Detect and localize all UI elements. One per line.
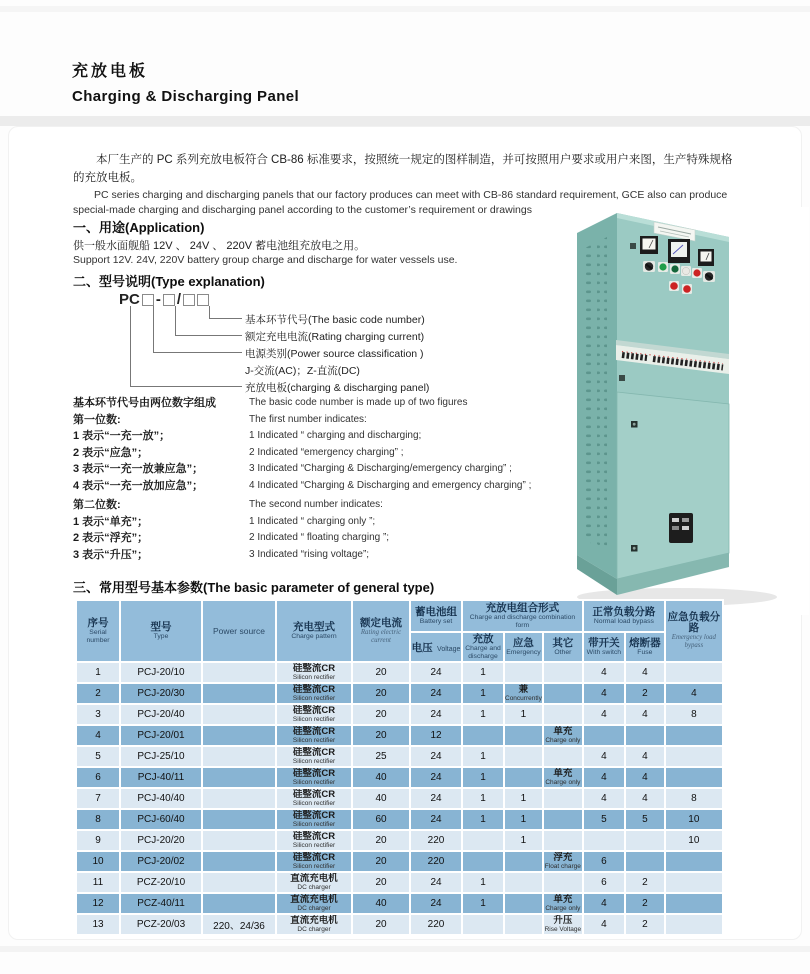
cell-rating-current: 20 [353,873,409,892]
cell-emergency [505,747,542,766]
cell-charge-pattern: 硅整流CR Silicon rectifier [277,810,351,829]
intro-paragraph-cn: 本厂生产的 PC 系列充放电板符合 CB-86 标准要求，按照统一规定的图样制造，并可按照用户要求或用户来图，生产特殊规格的充放电板。 [73,153,733,184]
header-normal-cn: 正常负载分路 [592,606,656,618]
cell-emergency: 1 [505,789,542,808]
cell-power-source [203,831,275,850]
cell-rating-current: 60 [353,810,409,829]
rule-line: 1 表示“单充”； [73,515,149,528]
header-normal-load-bypass [584,601,664,631]
cell-emergency-bypass: 4 [666,684,722,703]
cell-charge-discharge [463,831,503,850]
cell-serial: 12 [77,894,119,913]
header-battery-cn: 蓄电池组 [415,606,457,618]
header-serial-cn: 序号 [87,617,109,629]
cell-type: PCJ-20/01 [121,726,201,745]
cell-charge-pattern: 直流充电机 DC charger [277,873,351,892]
cell-with-switch: 4 [584,747,624,766]
cell-serial: 7 [77,789,119,808]
door-lock-keyhole [633,423,636,426]
cell-emergency [505,663,542,682]
indicator-button-dark-green [671,265,678,272]
terminal-detail [682,518,689,522]
diagram-label-basic-code: 基本环节代号(The basic code number) [245,314,425,326]
cell-charge-pattern: 硅整流CR Silicon rectifier [277,747,351,766]
cell-emergency [505,768,542,787]
header-type [121,601,201,661]
terminal-detail [672,518,679,522]
header-battery-en: Battery set [419,618,453,625]
cell-fuse: 4 [626,663,664,682]
cell-serial: 9 [77,831,119,850]
cell-fuse [626,831,664,850]
cell-other: 单充 Charge only [545,726,581,744]
cell-emergency-bypass [666,852,722,871]
cell-other [544,789,582,808]
cell-emergency [505,852,542,871]
cell-type: PCJ-25/10 [121,747,201,766]
cell-serial: 13 [77,915,119,934]
cell-voltage: 24 [411,705,461,724]
cell-with-switch: 4 [584,684,624,703]
charging-panel-cabinet-image [559,207,809,615]
panel-tag [630,243,636,249]
table-header [77,601,722,661]
terminal-detail [682,526,689,530]
cell-type: PCZ-40/11 [121,894,201,913]
header-normal-en: Normal load bypass [593,618,654,625]
header-cd-en: Charge and discharge [465,645,501,660]
vent-louvers [597,237,607,551]
cell-voltage: 220 [411,915,461,934]
panel-tag [619,375,625,381]
cell-with-switch: 6 [584,873,624,892]
model-slash: / [176,291,182,308]
header-ebp-cn: 应急负载分路 [667,611,721,634]
cell-fuse: 4 [626,747,664,766]
header-type-en: Type [153,633,169,640]
intro-paragraph-en: PC series charging and discharging panels that our factory produces can meet with CB-86 standard requirement, GCE also can produce special-made charging and discharging panel according to the customer’s requirement or drawings [73,188,728,216]
rule-line: 第一位数: [73,413,121,426]
section-heading-application: 一、用途(Application) [73,220,205,235]
cell-fuse [626,726,664,745]
cell-fuse: 4 [626,789,664,808]
cell-rating-current: 20 [353,705,409,724]
cell-with-switch: 5 [584,810,624,829]
cell-charge-pattern: 硅整流CR Silicon rectifier [277,726,351,745]
rule-line: 2 Indicated “emergency charging” ; [249,446,404,458]
indicator-button-white [682,267,689,274]
cell-charge-discharge [463,726,503,745]
cell-charge-pattern: 硅整流CR Silicon rectifier [277,768,351,787]
rule-line: The basic code number is made up of two figures [249,397,468,408]
cell-type: PCJ-60/40 [121,810,201,829]
cell-power-source [203,852,275,871]
table-row [77,831,722,850]
cell-other [544,747,582,766]
cell-emergency [505,894,542,913]
cell-other: 单充 Charge only [545,768,581,786]
header-pattern-cn: 充电型式 [293,621,335,633]
diagram-label-panel: 充放电板(charging & discharging panel) [245,382,430,394]
header-voltage-en: Voltage [437,646,461,653]
cell-emergency-bypass [666,873,722,892]
header-with-switch [584,633,624,661]
cell-fuse: 2 [626,873,664,892]
cell-type: PCJ-20/02 [121,852,201,871]
cell-power-source [203,768,275,787]
cell-fuse: 2 [626,894,664,913]
header-combo-en: Charge and discharge combination form [469,614,576,629]
header-other [544,633,582,661]
cell-voltage: 220 [411,831,461,850]
rule-line: 第二位数: [73,499,121,511]
cell-emergency-bypass: 10 [666,831,722,850]
cell-serial: 10 [77,852,119,871]
header-emergency-load-bypass [666,601,722,661]
code-box-2 [163,294,175,306]
model-prefix: PC [119,291,140,308]
cell-charge-pattern: 硅整流CR Silicon rectifier [277,831,351,850]
cell-fuse: 2 [626,915,664,934]
cell-rating-current: 20 [353,852,409,871]
cell-rating-current: 20 [353,915,409,934]
cell-power-source [203,810,275,829]
cell-type: PCZ-20/10 [121,873,201,892]
cell-fuse [626,852,664,871]
cell-serial: 1 [77,663,119,682]
cell-voltage: 12 [411,726,461,745]
cell-serial: 8 [77,810,119,829]
cell-emergency-bypass [666,915,722,934]
header-current-cn: 额定电流 [360,617,402,629]
header-rating-current [353,601,409,661]
header-switch-en: With switch [586,649,622,656]
cell-emergency: 1 [505,810,542,829]
header-fuse [626,633,664,661]
cell-charge-pattern: 硅整流CR Silicon rectifier [277,852,351,871]
application-text-cn: 供一般水面舰船 12V 、 24V 、 220V 蓄电池组充放电之用。 [73,240,366,252]
model-code-diagram [109,291,579,409]
cell-voltage: 24 [411,768,461,787]
rule-line: 1 Indicated “ charging only ”; [249,515,376,527]
cell-emergency-bypass [666,726,722,745]
cell-charge-discharge: 1 [463,894,503,913]
table-row [77,873,722,892]
rule-line: 3 表示“升压”； [73,548,149,561]
cell-power-source [203,663,275,682]
content-card [8,126,802,940]
cell-with-switch: 4 [584,789,624,808]
header-current-en: Rating electric current [360,629,402,644]
rule-line: 2 表示“浮充”； [73,532,149,544]
header-power-source [203,601,275,661]
cell-other [544,810,582,829]
code-box-1 [142,294,154,306]
cell-emergency [505,873,542,892]
voltmeter-dial [671,242,687,257]
header-charge-discharge [463,633,503,661]
table-row [77,810,722,829]
cell-other: 单充 Charge only [545,894,581,912]
cell-voltage: 24 [411,894,461,913]
header-cd-cn: 充放 [472,633,494,645]
cell-voltage: 24 [411,663,461,682]
cell-power-source: 220、24/36 [203,915,275,934]
cell-voltage: 24 [411,789,461,808]
cell-emergency-bypass: 8 [666,705,722,724]
indicator-button-red [693,269,700,276]
cell-emergency-bypass: 8 [666,789,722,808]
cell-emergency-bypass [666,894,722,913]
cell-voltage: 220 [411,852,461,871]
cell-type: PCJ-20/10 [121,663,201,682]
indicator-button-green [659,263,666,270]
cell-rating-current: 40 [353,894,409,913]
header-serial [77,601,119,661]
cell-other [544,684,582,703]
code-box-3 [183,294,195,306]
cell-fuse: 4 [626,705,664,724]
diagram-label-rating-current: 额定充电电流(Rating charging current) [245,331,425,343]
cell-serial: 2 [77,684,119,703]
cell-with-switch: 4 [584,663,624,682]
cell-other [544,873,582,892]
cell-other [544,663,582,682]
section-heading-parameters: 三、常用型号基本参数(The basic parameter of general type) [73,580,435,595]
rule-line: 3 Indicated “rising voltage”; [249,548,370,560]
cell-with-switch: 4 [584,915,624,934]
header-voltage-cn: 电压 [411,642,433,654]
cell-charge-discharge [463,915,503,934]
header-voltage [411,633,461,661]
header-power-en: Power source [213,626,265,636]
rule-line: 基本环节代号由两位数字组成 [73,397,216,409]
cell-emergency-bypass [666,747,722,766]
cell-charge-discharge: 1 [463,789,503,808]
cell-charge-pattern: 硅整流CR Silicon rectifier [277,789,351,808]
section-heading-type-explanation: 二、型号说明(Type explanation) [73,274,265,289]
cell-charge-discharge: 1 [463,873,503,892]
table-row [77,705,722,724]
cell-with-switch: 4 [584,768,624,787]
header-type-cn: 型号 [150,621,172,633]
cell-voltage: 24 [411,747,461,766]
header-divider-band [0,116,810,126]
diagram-label-power-source: 电源类别(Power source classification ) [245,348,424,360]
rule-line: 1 Indicated “ charging and discharging; [249,430,422,441]
table-row [77,789,722,808]
cell-rating-current: 25 [353,747,409,766]
cell-rating-current: 20 [353,831,409,850]
cell-serial: 4 [77,726,119,745]
rule-line: 3 表示“一充一放兼应急”； [73,463,204,475]
diagram-label-ac-dc: J-交流(AC)；Z-直流(DC) [245,365,360,377]
table-row [77,915,722,934]
rule-line: 2 表示“应急”； [73,446,149,459]
cell-rating-current: 20 [353,684,409,703]
cell-fuse: 5 [626,810,664,829]
cell-fuse: 2 [626,684,664,703]
cell-charge-discharge: 1 [463,768,503,787]
table-row [77,852,722,871]
cell-serial: 3 [77,705,119,724]
header-other-cn: 其它 [552,637,574,649]
cell-type: PCJ-20/40 [121,705,201,724]
cell-charge-pattern: 硅整流CR Silicon rectifier [277,705,351,724]
bottom-divider [0,946,810,952]
header-pattern-en: Charge pattern [291,633,337,640]
header-charge-pattern [277,601,351,661]
cell-emergency: 1 [505,831,542,850]
rule-line: 4 Indicated “Charging & Discharging and emergency charging” ; [249,479,532,491]
header-emergency [505,633,542,661]
cell-voltage: 24 [411,684,461,703]
product-photo [559,207,809,615]
header-ebp-en: Emergency load bypass [671,634,716,649]
table-row [77,684,722,703]
cell-charge-discharge: 1 [463,705,503,724]
header-other-en: Other [554,649,572,656]
door-lock-keyhole [633,547,636,550]
cell-serial: 6 [77,768,119,787]
cell-charge-discharge [463,852,503,871]
cell-emergency-bypass [666,663,722,682]
parameters-table [75,599,724,936]
header-combo-cn: 充放电组合形式 [485,602,560,614]
table-row [77,726,722,745]
rule-line: 2 Indicated “ floating charging ”; [249,532,390,543]
cell-other [544,705,582,724]
table-body [77,663,722,934]
rule-line: 3 Indicated “Charging & Discharging/emergency charging” ; [249,463,512,474]
cell-charge-discharge: 1 [463,684,503,703]
cell-with-switch: 4 [584,705,624,724]
cell-serial: 5 [77,747,119,766]
rule-line: The second number indicates: [249,499,383,510]
cell-power-source [203,747,275,766]
table-row [77,747,722,766]
cell-charge-pattern: 硅整流CR Silicon rectifier [277,684,351,703]
cell-power-source [203,789,275,808]
cell-charge-pattern: 硅整流CR Silicon rectifier [277,663,351,682]
cell-serial: 11 [77,873,119,892]
cell-type: PCJ-20/30 [121,684,201,703]
cell-other: 浮充 Float charge [544,852,581,870]
push-button-red [683,285,691,293]
cell-power-source [203,726,275,745]
header-emer-en: Emergency [506,649,541,656]
model-dash: - [155,291,161,308]
connector-line [130,306,242,387]
cell-type: PCJ-40/11 [121,768,201,787]
cell-rating-current: 20 [353,726,409,745]
cell-emergency [505,726,542,745]
header-serial-en: Serial number [86,629,110,644]
cell-emergency [505,915,542,934]
page-title-cn: 充放电板 [72,63,149,80]
cell-with-switch: 6 [584,852,624,871]
push-button-red [670,282,678,290]
masthead [72,58,299,105]
cell-voltage: 24 [411,873,461,892]
cell-other: 升压 Rise Voltage [544,915,582,933]
cell-emergency: 1 [505,705,542,724]
cell-fuse: 4 [626,768,664,787]
application-text-en: Support 12V. 24V, 220V battery group charge and discharge for water vessels use. [73,254,458,266]
table-row [77,768,722,787]
cell-charge-pattern: 直流充电机 DC charger [277,894,351,913]
cell-power-source [203,684,275,703]
vent-louvers [583,244,593,545]
cell-with-switch [584,831,624,850]
cell-power-source [203,894,275,913]
header-battery-set [411,601,461,631]
rule-line: 1 表示“一充一放”； [73,430,171,442]
cell-charge-discharge: 1 [463,810,503,829]
cell-emergency: 兼 Concurrently [505,684,542,702]
cell-type: PCJ-20/20 [121,831,201,850]
cell-voltage: 24 [411,810,461,829]
cell-rating-current: 40 [353,789,409,808]
page-title-en: Charging & Discharging Panel [72,88,300,105]
rule-line: 4 表示“一充一放加应急”； [73,479,204,492]
header-fuse-cn: 熔断器 [629,637,661,649]
code-box-4 [197,294,209,306]
table-row [77,894,722,913]
cell-charge-discharge: 1 [463,663,503,682]
header-emer-cn: 应急 [512,637,534,649]
cell-charge-pattern: 直流充电机 DC charger [277,915,351,934]
cell-with-switch: 4 [584,894,624,913]
cell-emergency-bypass [666,768,722,787]
cell-power-source [203,873,275,892]
cell-type: PCJ-40/40 [121,789,201,808]
top-divider [0,6,810,12]
cell-with-switch [584,726,624,745]
header-fuse-en: Fuse [637,649,653,656]
cell-other [544,831,582,850]
header-switch-cn: 带开关 [588,637,620,649]
header-combination-form [463,601,582,631]
cell-rating-current: 20 [353,663,409,682]
table-row [77,663,722,682]
terminal-detail [672,526,679,530]
cell-charge-discharge: 1 [463,747,503,766]
cell-power-source [203,705,275,724]
cell-rating-current: 40 [353,768,409,787]
cell-emergency-bypass: 10 [666,810,722,829]
rule-line: The first number indicates: [249,413,367,425]
cell-type: PCZ-20/03 [121,915,201,934]
